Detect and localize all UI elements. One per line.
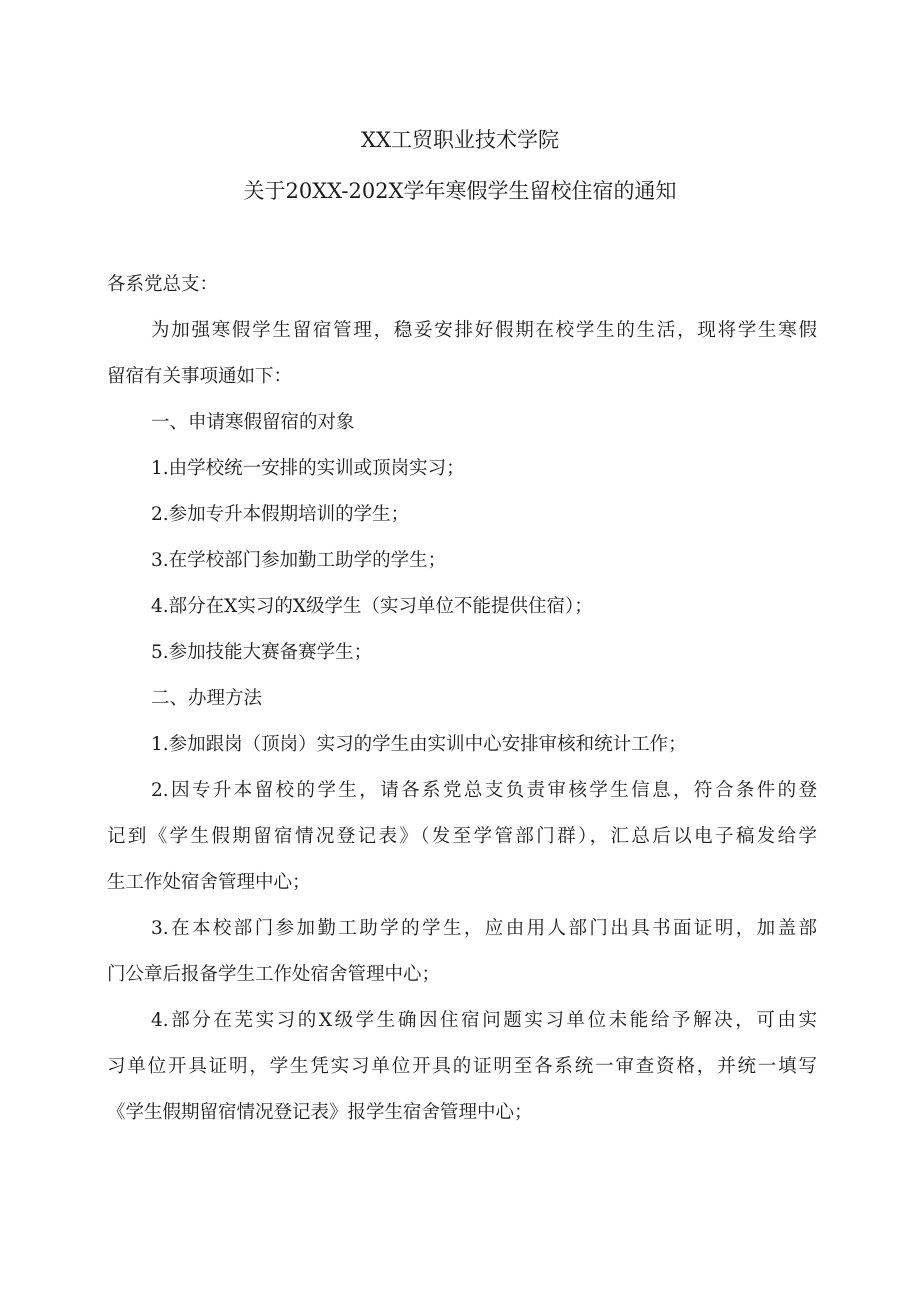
section2-item-1: 1.参加跟岗（顶岗）实习的学生由实训中心安排审核和统计工作； (151, 734, 687, 755)
section2-item-3-line-1: 3.在本校部门参加勤工助学的学生，应由用人部门出具书面证明，加盖部 (151, 918, 817, 939)
section1-item-5: 5.参加技能大赛备赛学生； (151, 642, 373, 663)
salutation: 各系党总支： (107, 274, 219, 295)
section1-item-4: 4.部分在X实习的X级学生（实习单位不能提供住宿）； (151, 596, 593, 617)
section2-item-4-line-3: 《学生假期留宿情况登记表》报学生宿舍管理中心； (107, 1102, 533, 1123)
section2-item-4-line-1: 4.部分在芜实习的X级学生确因住宿问题实习单位未能给予解决，可由实 (151, 1010, 817, 1031)
intro-line-1: 为加强寒假学生留宿管理，稳妥安排好假期在校学生的生活，现将学生寒假 (151, 320, 817, 341)
section2-heading: 二、办理方法 (151, 688, 263, 709)
intro-line-2: 留宿有关事项通如下： (107, 366, 293, 387)
document-title-notice: 关于20XX-202X学年寒假学生留校住宿的通知 (243, 179, 677, 203)
section2-item-4-line-2: 习单位开具证明，学生凭实习单位开具的证明至各系统一审查资格，并统一填写 (107, 1056, 817, 1077)
section1-item-2: 2.参加专升本假期培训的学生； (151, 504, 410, 525)
section2-item-2-line-3: 生工作处宿舍管理中心； (107, 872, 311, 893)
section1-item-1: 1.由学校统一安排的实训或顶岗实习； (151, 458, 465, 479)
section1-item-3: 3.在学校部门参加勤工助学的学生； (151, 550, 447, 571)
section2-item-2-line-1: 2.因专升本留校的学生，请各系党总支负责审核学生信息，符合条件的登 (151, 780, 817, 801)
document-body (107, 262, 817, 1136)
document-title-school: XX工贸职业技术学院 (361, 128, 559, 152)
section2-item-3-line-2: 门公章后报备学生工作处宿舍管理中心； (107, 964, 441, 985)
section2-item-2-line-2: 记到《学生假期留宿情况登记表》（发至学管部门群），汇总后以电子稿发给学 (107, 826, 817, 847)
section1-heading: 一、申请寒假留宿的对象 (151, 412, 355, 433)
